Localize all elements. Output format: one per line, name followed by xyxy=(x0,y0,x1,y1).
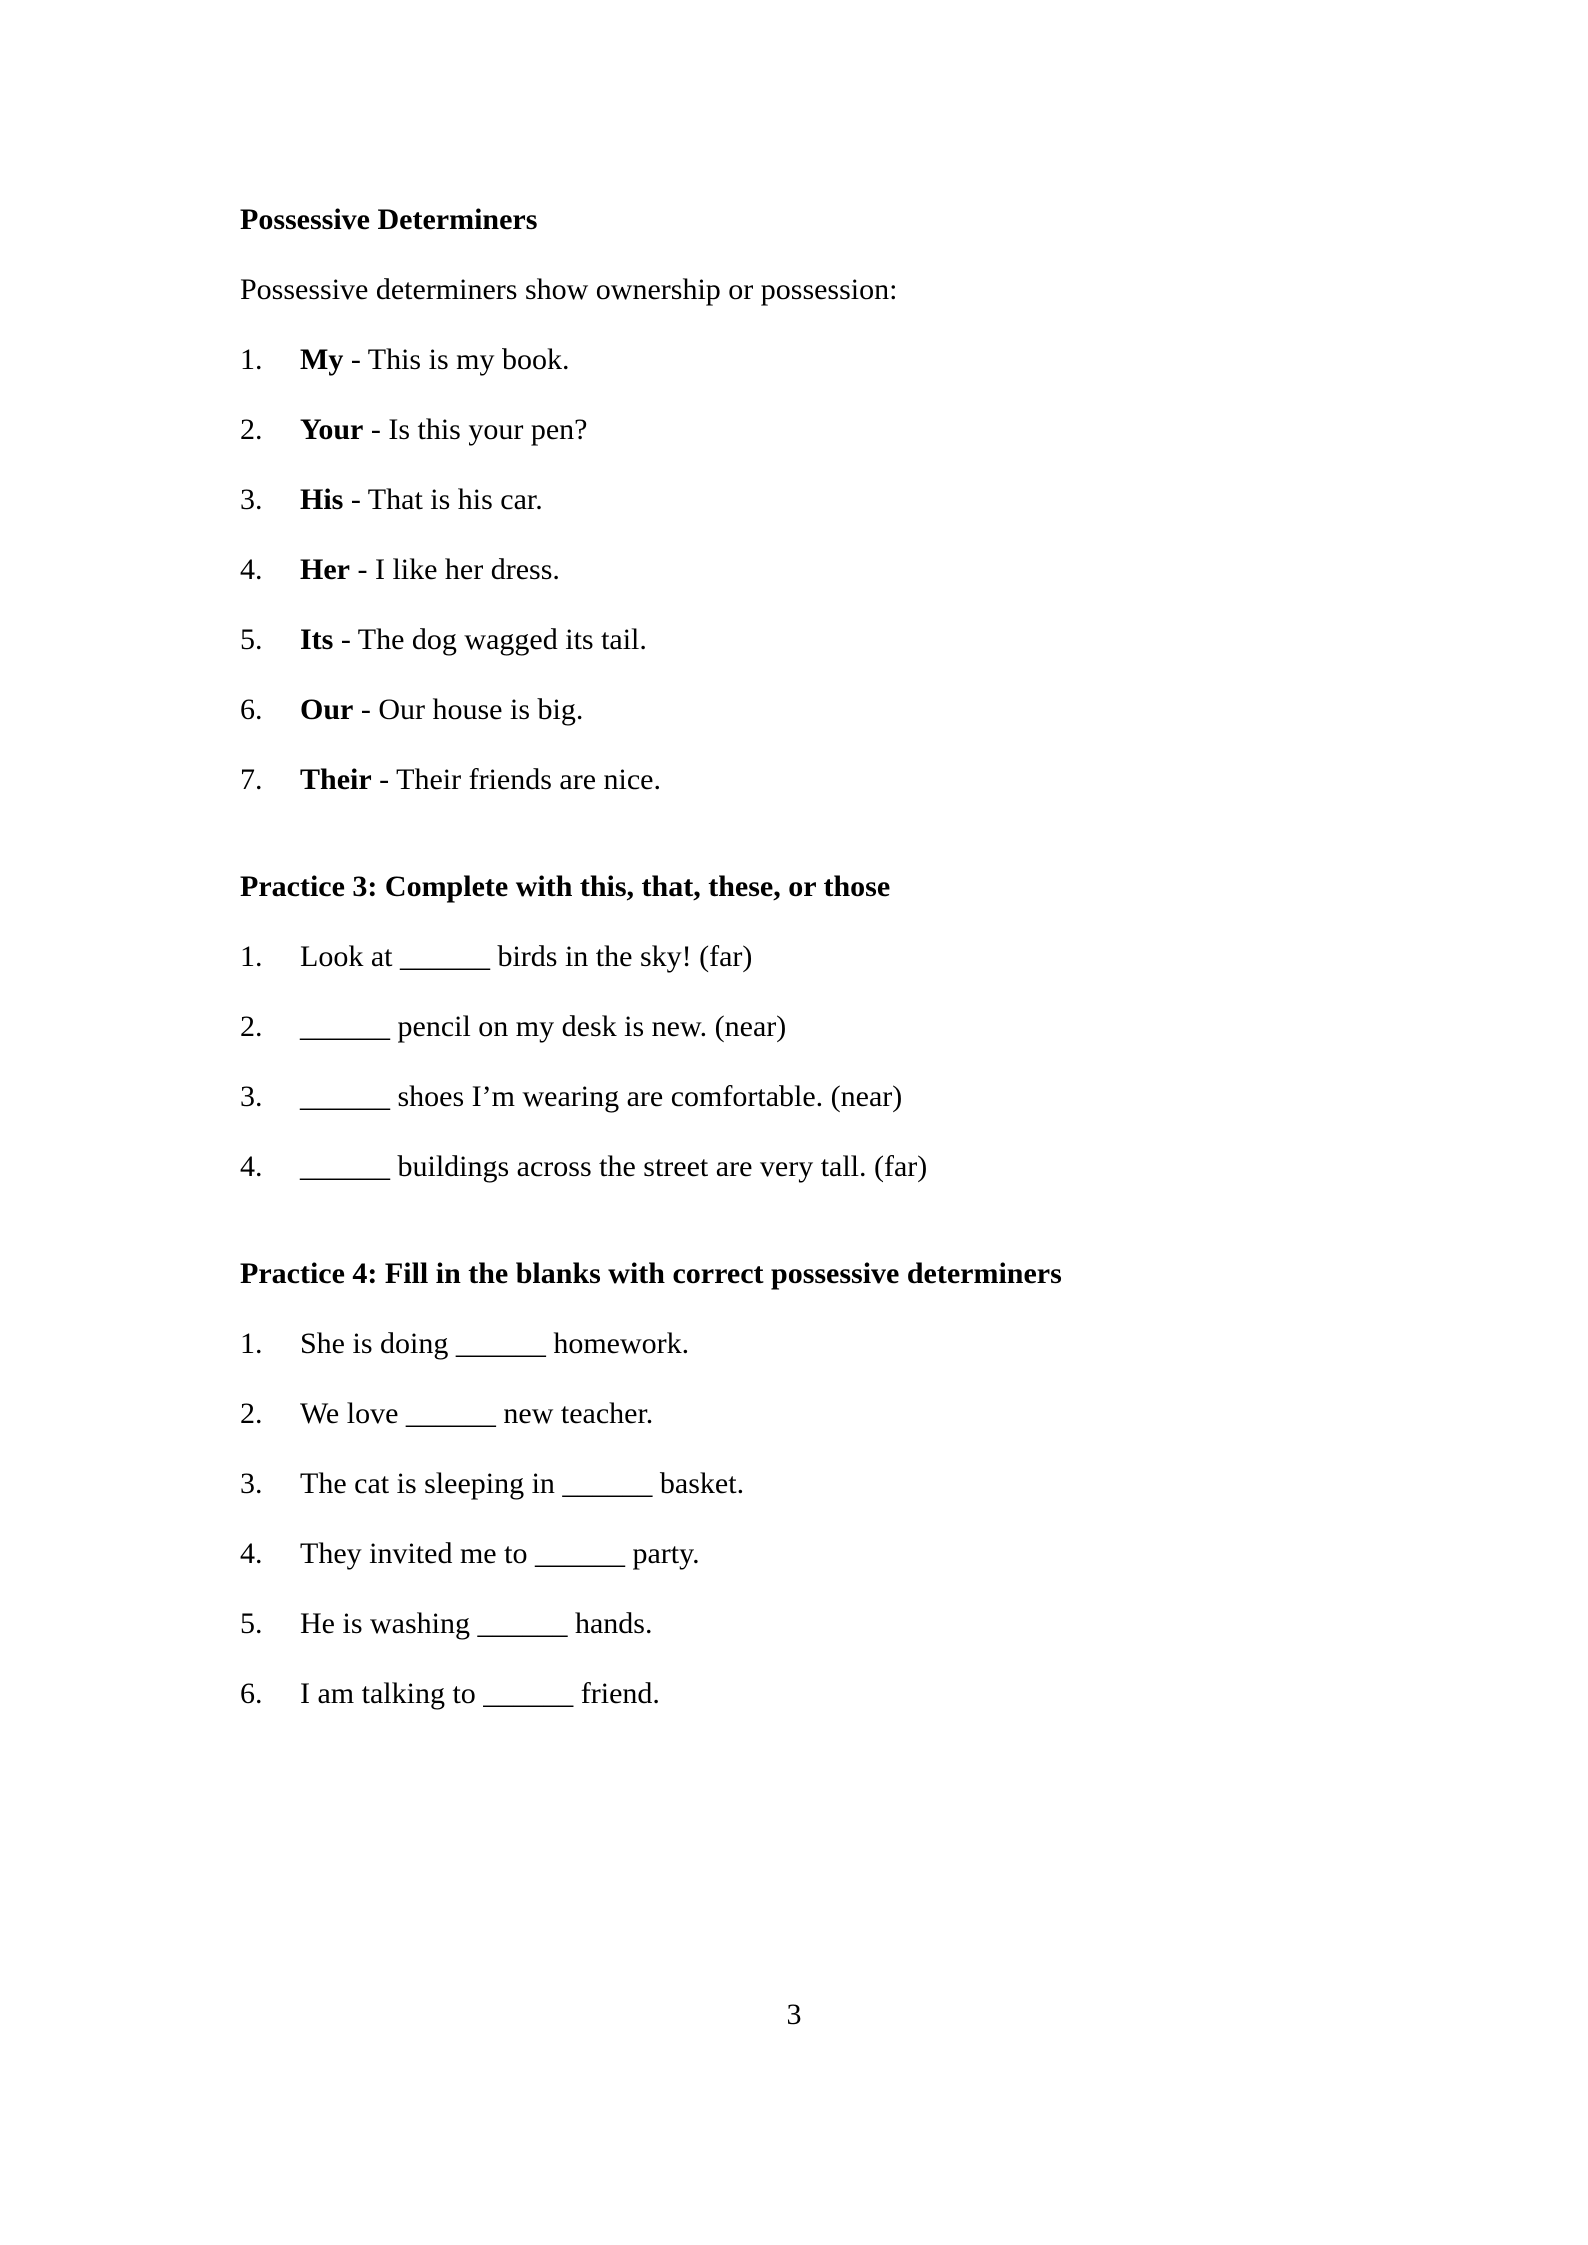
possessive-section-title: Possessive Determiners xyxy=(240,203,538,236)
item-number: 6. xyxy=(240,1677,263,1710)
item-text xyxy=(300,550,1418,590)
item-number: 2. xyxy=(240,413,263,446)
practice4-item xyxy=(240,1464,1418,1504)
item-number: 1. xyxy=(240,1327,263,1360)
item-rest: - Is this your pen? xyxy=(363,413,588,446)
possessive-item xyxy=(240,480,1418,520)
item-text: ______ pencil on my desk is new. (near) xyxy=(300,1010,787,1043)
document-content xyxy=(240,200,1418,1744)
practice4-item xyxy=(240,1324,1418,1364)
item-term: Our xyxy=(300,693,354,726)
practice3-item xyxy=(240,1147,1418,1187)
possessive-item xyxy=(240,690,1418,730)
possessive-item xyxy=(240,620,1418,660)
item-number: 5. xyxy=(240,1607,263,1640)
possessive-item xyxy=(240,760,1418,800)
item-text xyxy=(300,410,1418,450)
item-number: 7. xyxy=(240,763,263,796)
practice3-item xyxy=(240,1007,1418,1047)
possessive-section-intro: Possessive determiners show ownership or possession: xyxy=(240,273,898,306)
item-text: ______ buildings across the street are very tall. (far) xyxy=(300,1150,928,1183)
item-term: My xyxy=(300,343,344,376)
item-number: 4. xyxy=(240,1150,263,1183)
item-text: ______ shoes I’m wearing are comfortable. (near) xyxy=(300,1080,903,1113)
item-text: They invited me to ______ party. xyxy=(300,1537,700,1570)
possessive-item xyxy=(240,340,1418,380)
item-rest: - I like her dress. xyxy=(349,553,560,586)
practice3-item xyxy=(240,1077,1418,1117)
practice4-item xyxy=(240,1604,1418,1644)
item-number: 3. xyxy=(240,483,263,516)
item-term: Your xyxy=(300,413,364,446)
item-rest: - Their friends are nice. xyxy=(371,763,661,796)
item-number: 1. xyxy=(240,940,263,973)
item-text xyxy=(300,480,1418,520)
possessive-item xyxy=(240,410,1418,450)
item-text: Look at ______ birds in the sky! (far) xyxy=(300,940,753,973)
page-number: 3 xyxy=(786,1998,802,2031)
item-number: 3. xyxy=(240,1080,263,1113)
item-text: The cat is sleeping in ______ basket. xyxy=(300,1467,745,1500)
practice4-section-title: Practice 4: Fill in the blanks with correct possessive determiners xyxy=(240,1257,1062,1290)
item-term: Their xyxy=(300,763,372,796)
practice4-item xyxy=(240,1674,1418,1714)
item-rest: - That is his car. xyxy=(343,483,543,516)
practice4-item xyxy=(240,1534,1418,1574)
item-term: His xyxy=(300,483,344,516)
item-number: 5. xyxy=(240,623,263,656)
practice3-section-title: Practice 3: Complete with this, that, these, or those xyxy=(240,870,891,903)
item-text xyxy=(300,760,1418,800)
item-text: I am talking to ______ friend. xyxy=(300,1677,660,1710)
item-text xyxy=(300,690,1418,730)
possessive-item xyxy=(240,550,1418,590)
item-number: 4. xyxy=(240,553,263,586)
item-text xyxy=(300,620,1418,660)
practice3-item xyxy=(240,937,1418,977)
practice4-item xyxy=(240,1394,1418,1434)
item-term: Her xyxy=(300,553,350,586)
item-text: She is doing ______ homework. xyxy=(300,1327,690,1360)
item-term: Its xyxy=(300,623,334,656)
item-number: 2. xyxy=(240,1010,263,1043)
item-number: 4. xyxy=(240,1537,263,1570)
item-rest: - This is my book. xyxy=(343,343,570,376)
item-text: We love ______ new teacher. xyxy=(300,1397,654,1430)
item-number: 1. xyxy=(240,343,263,376)
item-text: He is washing ______ hands. xyxy=(300,1607,653,1640)
item-rest: - Our house is big. xyxy=(353,693,584,726)
item-rest: - The dog wagged its tail. xyxy=(333,623,647,656)
item-number: 2. xyxy=(240,1397,263,1430)
item-number: 6. xyxy=(240,693,263,726)
item-number: 3. xyxy=(240,1467,263,1500)
item-text xyxy=(300,340,1418,380)
